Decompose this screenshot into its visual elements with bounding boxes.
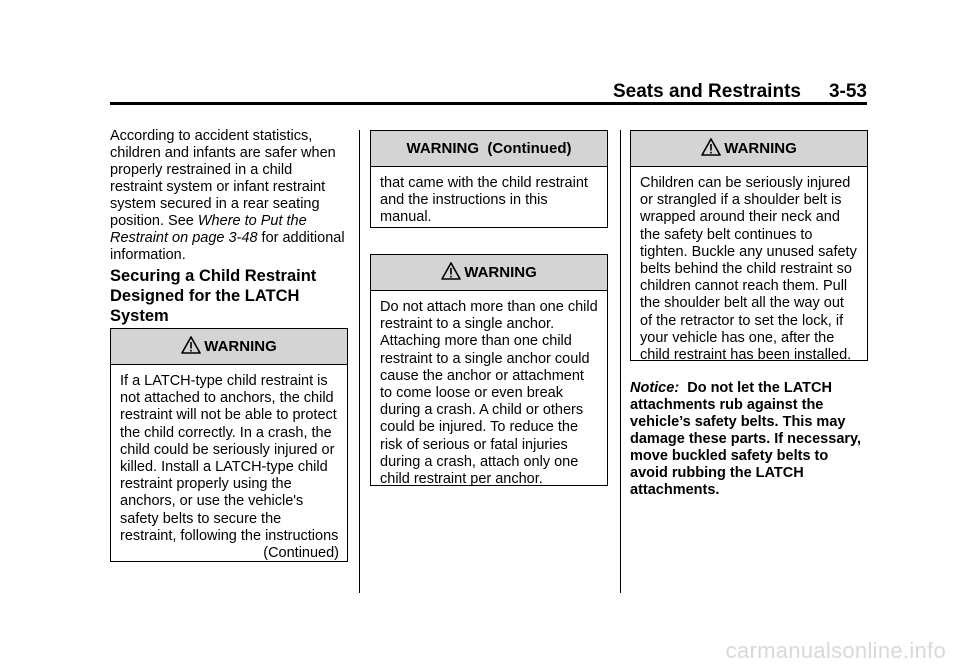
warning-text: Children can be seriously injured or strangled if a shoulder belt is wrapped around their neck and the safety belt continues to tighten. Buckle any unused safety belts behind the child restraint so children cannot reach them. Pull the shoulder belt all the way out of the retractor to set the lock, if your vehicle has one, after the child restraint has been installed. <box>640 175 857 364</box>
warning-box-shoulder-belt <box>630 130 868 364</box>
warning-header <box>631 131 867 167</box>
warning-header <box>111 329 347 365</box>
column-divider-2 <box>620 130 621 593</box>
warning-text: If a LATCH-type child restraint is not attached to anchors, the child restraint will not be able to protect the child correctly. In a crash, the child could be seriously injured or killed. Install a LATCH-type child restraint properly using the anchors, or use the vehicle's safety belts to secure the restraint, following the instructions <box>120 373 339 544</box>
notice-paragraph <box>630 380 870 499</box>
continued-label: (Continued) <box>263 545 339 562</box>
warning-header <box>371 131 607 167</box>
notice-text: Do not let the LATCH attachments rub against the vehicle’s safety belts. This may damage these parts. If necessary, move buckled safety belts to avoid rubbing the LATCH attachments. <box>630 380 862 498</box>
warning-body <box>631 167 867 370</box>
warning-body <box>111 365 347 568</box>
page-header <box>110 81 867 104</box>
warning-title: WARNING <box>204 338 277 355</box>
warning-triangle-icon <box>701 138 721 156</box>
warning-text: that came with the child restraint and the instructions in this manual. <box>380 175 588 226</box>
intro-paragraph <box>110 128 346 264</box>
warning-triangle-icon <box>441 262 461 280</box>
warning-box-continued <box>370 130 608 228</box>
intro-text-end: for additional information. <box>110 230 345 263</box>
intro-text: According to accident statistics, children and infants are safer when properly restrained in a child restraint system or infant restraint system secured in a rear seating position. See <box>110 128 336 229</box>
warning-header <box>371 255 607 291</box>
header-text <box>613 81 867 103</box>
warning-triangle-icon <box>181 336 201 354</box>
warning-text: Do not attach more than one child restraint to a single anchor. Attaching more than one child restraint to a single anchor could cause the anchor or attachment to come loose or even break during a crash. A child or others could be injured. To reduce the risk of serious or fatal injuries during a crash, attach only one child restraint per anchor. <box>380 299 598 488</box>
warning-box-single-anchor <box>370 254 608 486</box>
header-rule <box>110 102 867 105</box>
cross-reference-link[interactable]: Where to Put the Restraint on page 3-48 <box>110 213 307 246</box>
page-number: 3-53 <box>828 81 867 102</box>
section-title: Seats and Restraints <box>613 81 801 102</box>
watermark: carmanualsonline.info <box>725 638 946 663</box>
warning-box-latch <box>110 328 348 562</box>
warning-body <box>371 291 607 494</box>
warning-title: WARNING <box>724 140 797 157</box>
notice-label: Notice: <box>630 380 680 396</box>
column-divider-1 <box>359 130 360 593</box>
warning-title: WARNING <box>464 264 537 281</box>
warning-title: WARNING (Continued) <box>406 140 572 157</box>
section-heading: Securing a Child Restraint Designed for the LATCH System <box>110 267 317 325</box>
warning-body <box>371 167 607 233</box>
